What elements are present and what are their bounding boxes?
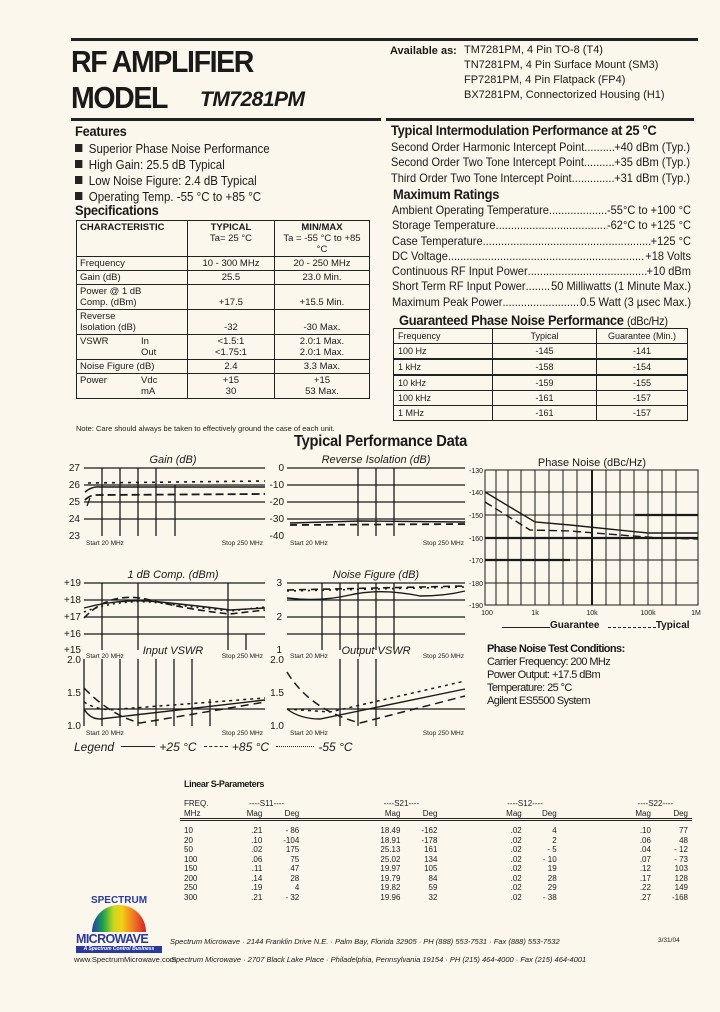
intermod-row: Second Order Two Tone Intercept Point ..... +35 dBm (Typ.) bbox=[391, 155, 690, 170]
svg-text:-190: -190 bbox=[468, 603, 483, 610]
col-minmax: MIN/MAX Ta = -55 °C to +85 °C bbox=[274, 221, 369, 257]
table-header: Frequency Typical Guarantee (Min.) bbox=[394, 329, 688, 344]
svg-text:2.0: 2.0 bbox=[67, 655, 81, 666]
bullet-icon bbox=[75, 192, 82, 200]
logo-tagline: A Spectrum Control Business bbox=[76, 946, 162, 953]
table-row: 300 .21 - 32 19.96 32 .02 - 38 .27 -168 bbox=[184, 892, 688, 902]
svg-text:-130: -130 bbox=[468, 468, 483, 475]
rating-row: Short Term RF Input Power ..... 50 Milliwatts (1 Minute Max.) bbox=[392, 279, 691, 294]
svg-text:-180: -180 bbox=[468, 581, 483, 588]
table-row: 1 kHz -158 -154 bbox=[394, 359, 688, 375]
available-item: TN7281PM, 4 Pin Surface Mount (SM3) bbox=[464, 59, 659, 71]
feature-item: Operating Temp. -55 °C to +85 °C bbox=[75, 189, 270, 205]
table-row: 10 .21 - 86 18.49 -162 .02 4 .10 77 bbox=[184, 826, 688, 835]
svg-text:+16: +16 bbox=[64, 629, 81, 640]
svg-text:-160: -160 bbox=[468, 536, 483, 543]
pn-test-conditions: Phase Noise Test Conditions: Carrier Frequency: 200 MHz Power Output: +17.5 dBm Temperature: 25 °C Agilent ES5500 System bbox=[487, 643, 625, 707]
company-logo bbox=[74, 884, 164, 956]
svg-text:+17: +17 bbox=[64, 612, 81, 623]
s-params-heading: Linear S-Parameters bbox=[184, 779, 264, 789]
footer-address-2: Spectrum Microwave · 2707 Black Lake Place · Philadelphia, Pennsylvania 19154 · PH (215) 464-4000 · Fax (215) 464-4001 bbox=[171, 955, 587, 964]
performance-charts bbox=[0, 440, 720, 770]
table-header: MHz Mag Deg Mag Deg Mag Deg Mag Deg bbox=[180, 809, 692, 820]
svg-text:2.0: 2.0 bbox=[270, 655, 284, 666]
table-row: Power Vdc mA +15 30 +15 53 Max. bbox=[77, 374, 370, 399]
svg-text:1: 1 bbox=[276, 645, 282, 656]
table-row: 250 .19 4 19.82 59 .02 29 .22 149 bbox=[184, 883, 688, 892]
svg-text:SPECTRUM: SPECTRUM bbox=[90, 895, 148, 906]
input-vswr-chart bbox=[84, 659, 265, 726]
specifications-note: Note: Care should always be taken to effectively ground the case of each unit. bbox=[76, 424, 335, 433]
chart-legend: Legend +25 °C +85 °C -55 °C bbox=[74, 740, 353, 754]
footer-code: 3/31/04 bbox=[658, 937, 680, 944]
svg-text:100k: 100k bbox=[640, 610, 656, 617]
phase-noise-chart bbox=[485, 470, 698, 605]
intermod-row: Third Order Two Tone Intercept Point ..... +31 dBm (Typ.) bbox=[391, 171, 690, 186]
top-rule bbox=[71, 38, 698, 41]
table-row: Gain (dB) 25.5 23.0 Min. bbox=[77, 271, 370, 285]
svg-text:Stop 250 MHz: Stop 250 MHz bbox=[221, 653, 263, 660]
table-row: Power @ 1 dB Comp. (dBm) +17.5 +15.5 Min. bbox=[77, 285, 370, 310]
rating-row: Case Temperature ..... +125 °C bbox=[392, 234, 691, 249]
table-row: 100 Hz -145 -141 bbox=[394, 344, 688, 360]
bullet-icon bbox=[75, 160, 82, 168]
rating-row: Continuous RF Input Power ..... +10 dBm bbox=[392, 264, 691, 279]
phase-noise-legend: Guarantee Typical bbox=[502, 620, 690, 631]
gain-chart bbox=[84, 468, 265, 536]
svg-text:23: 23 bbox=[68, 531, 80, 542]
available-item: TM7281PM, 4 Pin TO-8 (T4) bbox=[464, 44, 603, 56]
website-link[interactable]: www.SpectrumMicrowave.com bbox=[74, 955, 177, 964]
specifications-table bbox=[76, 220, 370, 399]
svg-text:Stop 250 MHz: Stop 250 MHz bbox=[422, 540, 464, 547]
available-item: FP7281PM, 4 Pin Flatpack (FP4) bbox=[464, 74, 626, 86]
svg-text:0: 0 bbox=[278, 463, 284, 474]
rating-row: Maximum Peak Power ..... 0.5 Watt (3 µsec Max.) bbox=[392, 295, 691, 310]
svg-text:Input VSWR: Input VSWR bbox=[142, 645, 204, 657]
table-header bbox=[77, 221, 370, 257]
title-line-1: RF AMPLIFIER bbox=[71, 44, 254, 79]
gain-ytick: 27 bbox=[68, 463, 80, 474]
available-label: Available as: bbox=[390, 45, 457, 57]
header-bottom-rule bbox=[71, 118, 381, 121]
table-row: Frequency 10 - 300 MHz 20 - 250 MHz bbox=[77, 257, 370, 271]
performance-heading: Typical Performance Data bbox=[294, 433, 468, 450]
footer-address-1: Spectrum Microwave · 2144 Franklin Drive N.E. · Palm Bay, Florida 32905 · PH (888) 553-7531 · Fax (888) 553-7532 bbox=[170, 937, 560, 946]
noise-figure-chart bbox=[287, 583, 465, 650]
svg-text:-150: -150 bbox=[468, 513, 483, 520]
svg-text:-30: -30 bbox=[269, 514, 284, 525]
svg-text:+15: +15 bbox=[64, 645, 81, 656]
svg-text:-40: -40 bbox=[269, 531, 284, 542]
svg-text:26: 26 bbox=[68, 480, 80, 491]
rating-row: DC Voltage ..... +18 Volts bbox=[392, 249, 691, 264]
svg-text:+18: +18 bbox=[64, 595, 81, 606]
svg-text:Output VSWR: Output VSWR bbox=[341, 645, 411, 657]
table-row: 10 kHz -159 -155 bbox=[394, 375, 688, 391]
table-row: 20 .10 -104 18.91 -178 .02 2 .06 48 bbox=[184, 835, 688, 845]
svg-text:1M: 1M bbox=[691, 610, 701, 617]
svg-text:Gain (dB): Gain (dB) bbox=[149, 454, 197, 466]
feature-item: Low Noise Figure: 2.4 dB Typical bbox=[75, 173, 270, 189]
table-row: VSWR In Out <1.5:1 <1.75:1 2.0:1 Max. 2.0:1 Max. bbox=[77, 335, 370, 360]
s-parameters-table bbox=[180, 799, 692, 902]
available-list bbox=[464, 43, 665, 103]
svg-text:1.5: 1.5 bbox=[67, 688, 81, 699]
table-row: Noise Figure (dB) 2.4 3.3 Max. bbox=[77, 360, 370, 374]
phase-noise-heading: Guaranteed Phase Noise Performance (dBc/Hz) bbox=[399, 312, 668, 328]
svg-text:Start 20 MHz: Start 20 MHz bbox=[86, 540, 124, 547]
table-row: Reverse Isolation (dB) -32 -30 Max. bbox=[77, 310, 370, 335]
title-line-2: MODEL bbox=[71, 80, 168, 115]
svg-text:+19: +19 bbox=[64, 578, 81, 589]
col-characteristic: CHARACTERISTIC bbox=[77, 221, 188, 257]
svg-text:1.0: 1.0 bbox=[270, 721, 284, 732]
svg-text:25: 25 bbox=[68, 497, 80, 508]
svg-text:3: 3 bbox=[276, 578, 282, 589]
table-row: 150 .11 47 19.97 105 .02 19 .12 103 bbox=[184, 864, 688, 873]
svg-text:Start 20 MHz: Start 20 MHz bbox=[290, 730, 328, 737]
svg-text:1.5: 1.5 bbox=[270, 688, 284, 699]
svg-text:1k: 1k bbox=[531, 610, 539, 617]
table-header: FREQ. ----S11---- ----S21---- ----S12---- ----S22---- bbox=[184, 799, 674, 808]
specifications-heading: Specifications bbox=[75, 202, 159, 218]
table-row: 1 MHz -161 -157 bbox=[394, 406, 688, 421]
svg-text:Start 20 MHz: Start 20 MHz bbox=[86, 730, 124, 737]
output-vswr-chart bbox=[287, 659, 465, 726]
1db-comp-chart bbox=[84, 583, 265, 650]
intermod-list bbox=[391, 140, 716, 186]
svg-text:-170: -170 bbox=[468, 558, 483, 565]
svg-text:-20: -20 bbox=[269, 497, 284, 508]
features-heading: Features bbox=[75, 123, 127, 139]
phase-noise-table bbox=[393, 328, 688, 421]
svg-text:Start 20 MHz: Start 20 MHz bbox=[86, 653, 124, 660]
svg-text:1.0: 1.0 bbox=[67, 721, 81, 732]
max-ratings-heading: Maximum Ratings bbox=[393, 186, 500, 202]
table-row: 100 kHz -161 -157 bbox=[394, 391, 688, 406]
intermod-row: Second Order Harmonic Intercept Point ..... +40 dBm (Typ.) bbox=[391, 140, 690, 155]
svg-text:Start 20 MHz: Start 20 MHz bbox=[290, 653, 328, 660]
svg-text:100: 100 bbox=[481, 610, 493, 617]
table-row: 50 .02 175 25.13 161 .02 - 5 .04 - 12 bbox=[184, 845, 688, 854]
feature-item: Superior Phase Noise Performance bbox=[75, 141, 270, 157]
svg-text:-10: -10 bbox=[269, 480, 284, 491]
svg-text:Stop 250 MHz: Stop 250 MHz bbox=[422, 653, 464, 660]
table-row: 200 .14 28 19.79 84 .02 28 .17 128 bbox=[184, 873, 688, 883]
svg-text:Start 20 MHz: Start 20 MHz bbox=[290, 540, 328, 547]
intermod-heading: Typical Intermodulation Performance at 25 °C bbox=[391, 122, 657, 138]
max-ratings-list bbox=[392, 203, 717, 310]
rating-row: Storage Temperature ..... -62°C to +125 °C bbox=[392, 218, 691, 233]
model-number: TM7281PM bbox=[200, 88, 305, 111]
feature-item: High Gain: 25.5 dB Typical bbox=[75, 157, 270, 173]
rating-row: Ambient Operating Temperature ..... -55°C to +100 °C bbox=[392, 203, 691, 218]
svg-text:1 dB Comp. (dBm): 1 dB Comp. (dBm) bbox=[127, 569, 219, 581]
svg-text:Stop 250 MHz: Stop 250 MHz bbox=[221, 540, 263, 547]
available-item: BX7281PM, Connectorized Housing (H1) bbox=[464, 89, 665, 101]
svg-text:2: 2 bbox=[276, 612, 282, 623]
reverse-isolation-chart bbox=[287, 468, 465, 536]
logo-text: MICROWAVE bbox=[76, 932, 149, 946]
header-bottom-rule-right bbox=[386, 118, 694, 121]
svg-text:Phase Noise (dBc/Hz): Phase Noise (dBc/Hz) bbox=[537, 457, 647, 469]
bullet-icon bbox=[75, 176, 82, 184]
svg-text:Stop 250 MHz: Stop 250 MHz bbox=[422, 730, 464, 737]
table-row: 100 .06 75 25.02 134 .02 - 10 .07 - 73 bbox=[184, 854, 688, 864]
svg-text:Noise Figure (dB): Noise Figure (dB) bbox=[332, 569, 420, 581]
svg-text:10k: 10k bbox=[586, 610, 598, 617]
bullet-icon bbox=[75, 144, 82, 152]
svg-text:-140: -140 bbox=[468, 490, 483, 497]
svg-text:24: 24 bbox=[68, 514, 80, 525]
features-list bbox=[75, 141, 287, 205]
svg-text:Stop 250 MHz: Stop 250 MHz bbox=[221, 730, 263, 737]
col-typical: TYPICAL Ta= 25 °C bbox=[187, 221, 274, 257]
svg-text:Reverse Isolation (dB): Reverse Isolation (dB) bbox=[321, 454, 431, 466]
